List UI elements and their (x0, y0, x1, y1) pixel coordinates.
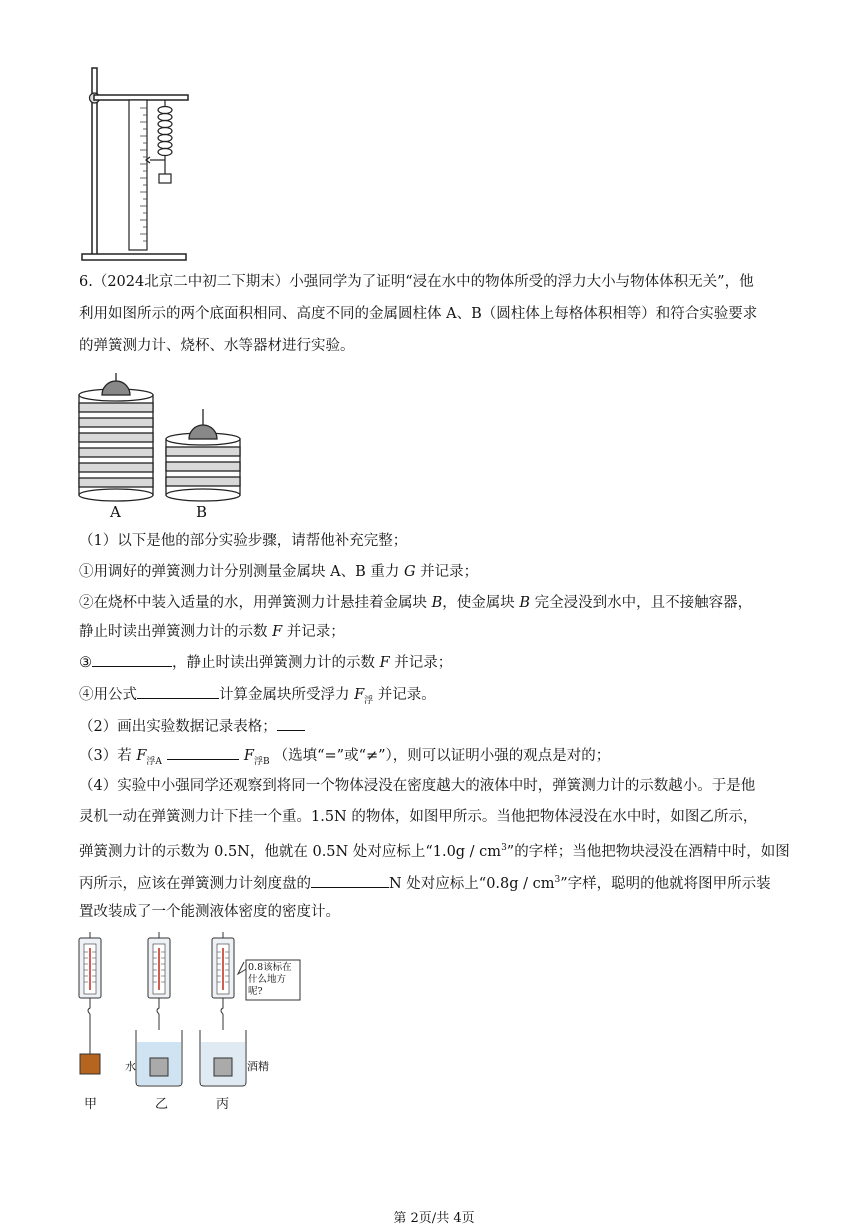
step4-formula-blank[interactable] (137, 684, 219, 699)
step3-text: ，静止时读出弹簧测力计的示数 (172, 655, 380, 671)
part4-line4-text-end: ”字样，聪明的他就将图甲所示装 (560, 875, 771, 892)
cylinder-b (166, 409, 240, 501)
step4-var: F (354, 687, 365, 703)
part4-line-2: 灵机一动在弹簧测力计下挂一个重。1.5N 的物体，如图甲所示。当他把物体浸没在水中时，如图乙所示， (79, 809, 758, 825)
step2-var-1: B (431, 595, 443, 611)
part3-text-end: （选填“=”或“≠”），则可以证明小强的观点是对的； (273, 748, 611, 764)
part4-line4-text: 丙所示，应该在弹簧测力计刻度盘的 (79, 875, 311, 892)
step2-text-end: 完全浸没到水中，且不接触容器， (530, 595, 753, 611)
step4-text-end: 并记录。 (373, 687, 436, 703)
part3-var-2-sub: 浮B (253, 756, 270, 767)
label-jia: 甲 (84, 1097, 98, 1112)
part2-answer-blank[interactable] (277, 716, 305, 731)
step2-line2-text: 静止时读出弹簧测力计的示数 (79, 624, 273, 640)
step2-text: ②在烧杯中装入适量的水，用弹簧测力计悬挂着金属块 (79, 595, 432, 611)
part2-line (79, 716, 305, 737)
part4-line3-text: 弹簧测力计的示数为 0.5N，他就在 0.5N 处对应标上“1.0g / cm (79, 843, 502, 860)
step2-text-mid: ，使金属块 (442, 595, 520, 611)
spring-scale-jia (79, 932, 101, 1074)
part3-answer-blank[interactable] (167, 745, 239, 760)
part1-step2 (79, 593, 752, 613)
part1-step3 (79, 652, 452, 673)
cylinder-a-label: A (110, 503, 121, 521)
step2-var-2: B (519, 595, 531, 611)
question-intro-line-3: 的弹簧测力计、烧杯、水等器材进行实验。 (79, 338, 355, 354)
step3-text-end: 并记录； (389, 655, 453, 671)
part4-line-5: 置改装成了一个能测液体密度的密度计。 (79, 904, 340, 920)
part1-step4 (79, 684, 436, 711)
step1-var: G (403, 564, 416, 580)
label-bing: 丙 (216, 1097, 230, 1112)
part3-line (79, 745, 610, 772)
part1-title: （1）以下是他的部分实验步骤，请帮他补充完整； (79, 533, 408, 549)
part4-line3-sup: 3 (501, 843, 507, 853)
cylinder-a (79, 373, 153, 501)
part2-text: （2）画出实验数据记录表格； (79, 719, 277, 735)
label-water: 水 (125, 1060, 136, 1073)
cylinder-b-label: B (196, 503, 208, 521)
question-intro-text: 小强同学为了证明“浸在水中的物体所受的浮力大小与物体体积无关”，他 (289, 274, 754, 290)
question-intro-line-1 (79, 272, 754, 292)
part3-var-1: F (136, 748, 147, 764)
speech-bubble-text: 0.8该标在什么地方呢? (248, 962, 292, 997)
step3-answer-blank[interactable] (92, 652, 172, 667)
spring-stand-figure (78, 60, 198, 265)
step4-var-sub: 浮 (364, 695, 374, 706)
part4-line-4 (79, 870, 771, 894)
question-source: 6.（2024北京二中初二下期末） (79, 274, 290, 290)
step4-text: ④用公式 (79, 687, 137, 703)
step2-line2-text-end: 并记录； (282, 624, 345, 640)
step1-text: ①用调好的弹簧测力计分别测量金属块 A、B 重力 (79, 564, 404, 580)
page-footer: 第 2页/共 4页 (393, 1211, 475, 1226)
part1-step1 (79, 562, 478, 582)
label-alcohol: 酒精 (247, 1060, 269, 1073)
part4-line3-text-end: ”的字样；当他把物块浸没在酒精中时，如图 (506, 843, 790, 860)
part4-line-3 (79, 838, 790, 862)
part4-answer-blank[interactable] (311, 873, 389, 888)
step3-number: ③ (79, 655, 92, 671)
part3-text: （3）若 (79, 748, 137, 764)
part4-line4-sup: 3 (554, 875, 561, 885)
spring-scale-figure (70, 930, 310, 1090)
spring-scale-yi (136, 932, 182, 1086)
step4-text-mid: 计算金属块所受浮力 (219, 687, 355, 703)
label-yi: 乙 (155, 1097, 169, 1112)
question-intro-line-2: 利用如图所示的两个底面积相同、高度不同的金属圆柱体 A、B（圆柱体上每格体积相等）和符合实验要求 (79, 306, 758, 322)
part4-line-1: （4）实验中小强同学还观察到将同一个物体浸没在密度越大的液体中时，弹簧测力计的示数越小。于是他 (79, 778, 756, 794)
cylinders-figure (72, 373, 252, 523)
part1-step2-line2 (79, 622, 345, 642)
step3-var: F (379, 655, 390, 671)
part4-line4-text-mid: N 处对应标上“0.8g / cm (389, 875, 555, 892)
part3-var-1-sub: 浮A (146, 756, 162, 767)
part3-var-2: F (243, 748, 254, 764)
step2-line2-var: F (272, 624, 283, 640)
step1-text-end: 并记录； (415, 564, 479, 580)
